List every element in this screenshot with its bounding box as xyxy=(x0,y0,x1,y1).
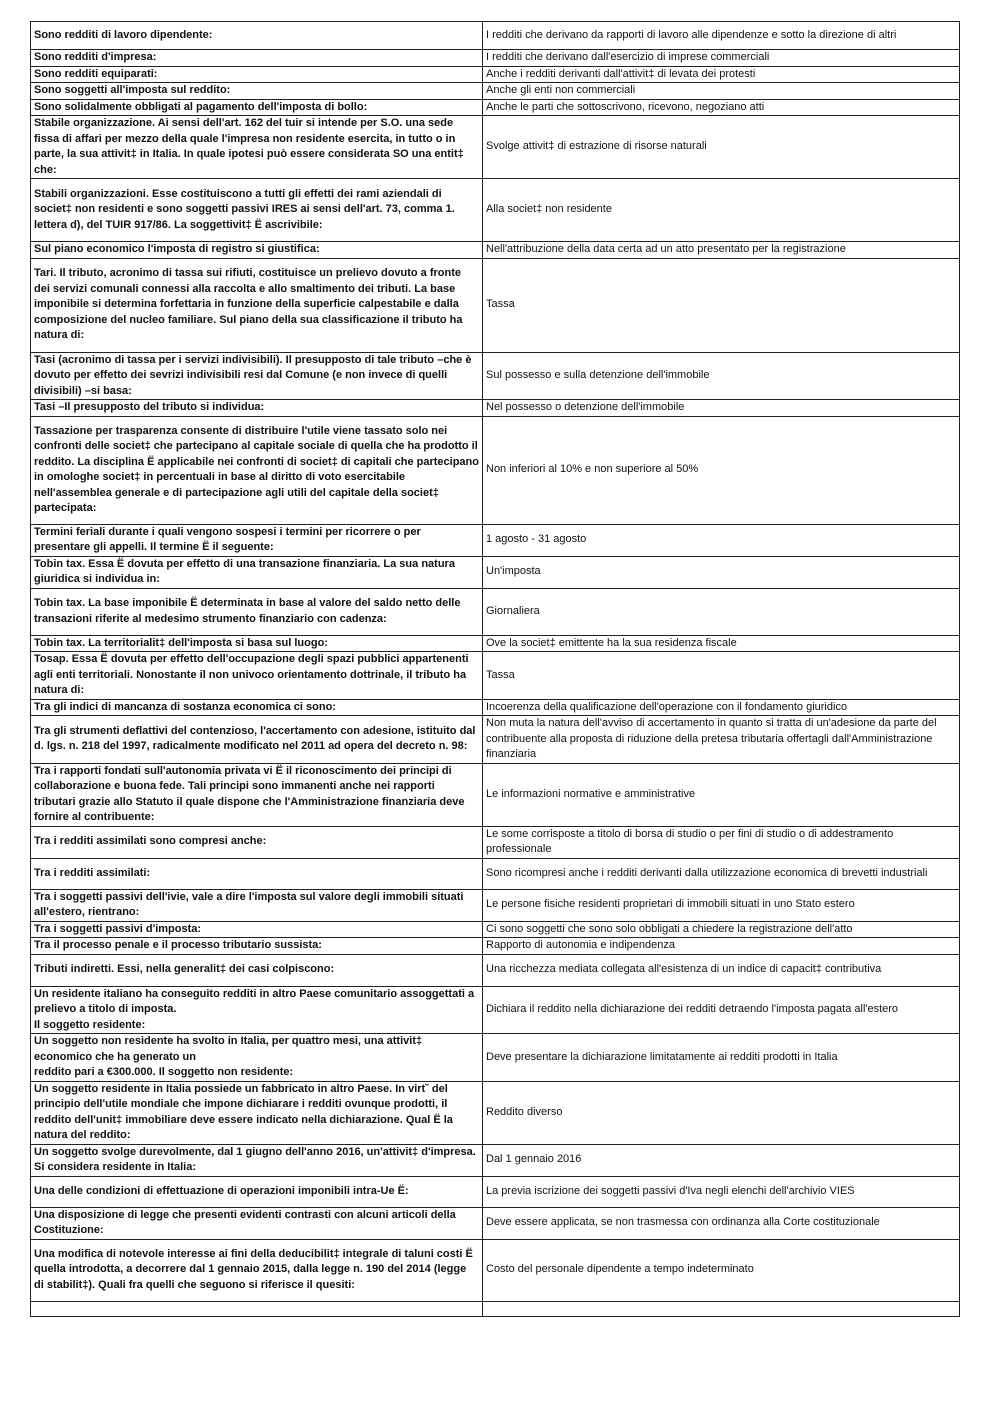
question-cell: Tra il processo penale e il processo tributario sussista: xyxy=(31,938,483,955)
answer-cell: Le some corrisposte a titolo di borsa di studio o per fini di studio o di addestramento professionale xyxy=(483,826,960,858)
table-row xyxy=(31,1176,960,1207)
table-row xyxy=(31,763,960,826)
table-row xyxy=(31,1301,960,1316)
answer-cell: Ove la societ‡ emittente ha la sua residenza fiscale xyxy=(483,635,960,652)
answer-cell: Rapporto di autonomia e indipendenza xyxy=(483,938,960,955)
question-cell: Sul piano economico l'imposta di registro si giustifica: xyxy=(31,242,483,259)
answer-cell: I redditi che derivano dall'esercizio di imprese commerciali xyxy=(483,50,960,67)
question-cell: Un soggetto non residente ha svolto in Italia, per quattro mesi, una attivit‡ economico che ha generato un reddito pari a €300.000. Il soggetto non residente: xyxy=(31,1034,483,1082)
table-row xyxy=(31,858,960,889)
question-cell: Sono solidalmente obbligati al pagamento dell'imposta di bollo: xyxy=(31,99,483,116)
answer-cell: Sul possesso e sulla detenzione dell'immobile xyxy=(483,352,960,400)
answer-cell: Ci sono soggetti che sono solo obbligati a chiedere la registrazione dell'atto xyxy=(483,921,960,938)
table-row xyxy=(31,1144,960,1176)
table-row xyxy=(31,1239,960,1301)
table-row xyxy=(31,986,960,1034)
question-cell: Una modifica di notevole interesse ai fini della deducibilit‡ integrale di taluni costi Ë quella introdotta, a decorrere dal 1 gennaio 2015, dalla legge n. 190 del 2014 (legge di stabilit‡). Quali fra quelli che seguono si riferisce il quesiti: xyxy=(31,1239,483,1301)
table-row xyxy=(31,889,960,921)
question-cell: Sono redditi di lavoro dipendente: xyxy=(31,22,483,50)
quiz-answer-table-body xyxy=(31,22,960,1317)
table-row xyxy=(31,938,960,955)
table-row xyxy=(31,66,960,83)
table-row xyxy=(31,116,960,179)
question-cell: Tra gli strumenti deflattivi del contenzioso, l'accertamento con adesione, istituito dal d. lgs. n. 218 del 1997, radicalmente modificato nel 2011 ad opera del decreto n. 98: xyxy=(31,716,483,764)
question-cell: Tra i rapporti fondati sull'autonomia privata vi Ë il riconoscimento dei principi di collaborazione e buona fede. Tali principi sono immanenti anche nei rapporti tributari grazie allo Statuto il quale dispone che l'Amministrazione finanziaria deve fornire al contribuente: xyxy=(31,763,483,826)
question-cell: Tributi indiretti. Essi, nella generalit‡ dei casi colpiscono: xyxy=(31,954,483,986)
table-row xyxy=(31,416,960,524)
table-row xyxy=(31,179,960,242)
answer-cell: Una ricchezza mediata collegata all'esistenza di un indice di capacit‡ contributiva xyxy=(483,954,960,986)
answer-cell: Tassa xyxy=(483,652,960,700)
question-cell: Tari. Il tributo, acronimo di tassa sui rifiuti, costituisce un prelievo dovuto a fronte dei servizi comunali connessi alla raccolta e allo smaltimento dei tributi. La base imponibile si determina forfettaria in funzione della superficie calpestabile e dalla composizione del nucleo familiare. Sul piano della sua classificazione il tributo ha natura di: xyxy=(31,258,483,352)
table-row xyxy=(31,635,960,652)
table-row xyxy=(31,588,960,635)
answer-cell: Non muta la natura dell'avviso di accertamento in quanto si tratta di un'adesione da parte del contribuente alla proposta di riduzione della pretesa tributaria offertagli dall'Amministrazione finanziaria xyxy=(483,716,960,764)
answer-cell: Tassa xyxy=(483,258,960,352)
table-row xyxy=(31,1034,960,1082)
question-cell: Tra i redditi assimilati sono compresi anche: xyxy=(31,826,483,858)
answer-cell: 1 agosto - 31 agosto xyxy=(483,524,960,556)
question-cell: Tra i soggetti passivi dell'ivie, vale a dire l'imposta sul valore degli immobili situati all'estero, rientrano: xyxy=(31,889,483,921)
question-cell: Tosap. Essa Ë dovuta per effetto dell'occupazione degli spazi pubblici appartenenti agli enti territoriali. Nonostante il non univoco orientamento dottrinale, il tributo ha natura di: xyxy=(31,652,483,700)
question-cell: Tobin tax. La base imponibile Ë determinata in base al valore del saldo netto delle transazioni riferite al medesimo strumento finanziario con cadenza: xyxy=(31,588,483,635)
table-row xyxy=(31,83,960,100)
table-row xyxy=(31,652,960,700)
question-cell: Un residente italiano ha conseguito redditi in altro Paese comunitario assoggettati a prelievo a titolo di imposta. Il soggetto residente: xyxy=(31,986,483,1034)
answer-cell: Un'imposta xyxy=(483,556,960,588)
table-row xyxy=(31,826,960,858)
table-row xyxy=(31,1081,960,1144)
question-cell: Sono redditi d'impresa: xyxy=(31,50,483,67)
answer-cell xyxy=(483,1301,960,1316)
question-cell: Tobin tax. Essa Ë dovuta per effetto di una transazione finanziaria. La sua natura giuridica si individua in: xyxy=(31,556,483,588)
answer-cell: Giornaliera xyxy=(483,588,960,635)
answer-cell: Anche gli enti non commerciali xyxy=(483,83,960,100)
table-row xyxy=(31,258,960,352)
table-row xyxy=(31,22,960,50)
question-cell: Un soggetto residente in Italia possiede un fabbricato in altro Paese. In virt˘ del principio dell'utile mondiale che impone dichiarare i redditi ovunque prodotti, il reddito dell'unit‡ immobiliare deve essere indicato nella dichiarazione. Qual Ë la natura del reddito: xyxy=(31,1081,483,1144)
question-cell: Termini feriali durante i quali vengono sospesi i termini per ricorrere o per presentare gli appelli. Il termine Ë il seguente: xyxy=(31,524,483,556)
table-row xyxy=(31,50,960,67)
question-cell xyxy=(31,1301,483,1316)
question-cell: Un soggetto svolge durevolmente, dal 1 giugno dell'anno 2016, un'attivit‡ d'impresa. Si considera residente in Italia: xyxy=(31,1144,483,1176)
answer-cell: Le persone fisiche residenti proprietari di immobili situati in uno Stato estero xyxy=(483,889,960,921)
answer-cell: Reddito diverso xyxy=(483,1081,960,1144)
answer-cell: Sono ricompresi anche i redditi derivanti dalla utilizzazione economica di brevetti industriali xyxy=(483,858,960,889)
question-cell: Una disposizione di legge che presenti evidenti contrasti con alcuni articoli della Costituzione: xyxy=(31,1207,483,1239)
table-row xyxy=(31,716,960,764)
answer-cell: Dichiara il reddito nella dichiarazione dei redditi detraendo l'imposta pagata all'estero xyxy=(483,986,960,1034)
answer-cell: I redditi che derivano da rapporti di lavoro alle dipendenze e sotto la direzione di altri xyxy=(483,22,960,50)
table-row xyxy=(31,954,960,986)
answer-cell: Anche i redditi derivanti dall'attivit‡ di levata dei protesti xyxy=(483,66,960,83)
answer-cell: Deve presentare la dichiarazione limitatamente ai redditi prodotti in Italia xyxy=(483,1034,960,1082)
table-row xyxy=(31,524,960,556)
question-cell: Tra i soggetti passivi d'imposta: xyxy=(31,921,483,938)
answer-cell: Svolge attivit‡ di estrazione di risorse naturali xyxy=(483,116,960,179)
table-row xyxy=(31,400,960,417)
answer-cell: Non inferiori al 10% e non superiore al 50% xyxy=(483,416,960,524)
quiz-answer-table xyxy=(30,21,960,1317)
answer-cell: Costo del personale dipendente a tempo indeterminato xyxy=(483,1239,960,1301)
question-cell: Tasi –Il presupposto del tributo si individua: xyxy=(31,400,483,417)
table-row xyxy=(31,242,960,259)
question-cell: Sono soggetti all'imposta sul reddito: xyxy=(31,83,483,100)
answer-cell: Alla societ‡ non residente xyxy=(483,179,960,242)
answer-cell: Incoerenza della qualificazione dell'operazione con il fondamento giuridico xyxy=(483,699,960,716)
table-row xyxy=(31,352,960,400)
answer-cell: La previa iscrizione dei soggetti passivi d'Iva negli elenchi dell'archivio VIES xyxy=(483,1176,960,1207)
answer-cell: Anche le parti che sottoscrivono, ricevono, negoziano atti xyxy=(483,99,960,116)
table-row xyxy=(31,1207,960,1239)
question-cell: Tasi (acronimo di tassa per i servizi indivisibili). Il presupposto di tale tributo –che è dovuto per effetto dei sevrizi indivisibili resi dal Comune (e non invece di quelli divisibili) –si basa: xyxy=(31,352,483,400)
question-cell: Tra i redditi assimilati: xyxy=(31,858,483,889)
table-row xyxy=(31,921,960,938)
table-row xyxy=(31,556,960,588)
question-cell: Stabili organizzazioni. Esse costituiscono a tutti gli effetti dei rami aziendali di societ‡ non residenti e sono soggetti passivi IRES ai sensi dell'art. 73, comma 1. lettera d), del TUIR 917/86. La soggettivit‡ Ë ascrivibile: xyxy=(31,179,483,242)
question-cell: Sono redditi equiparati: xyxy=(31,66,483,83)
answer-cell: Deve essere applicata, se non trasmessa con ordinanza alla Corte costituzionale xyxy=(483,1207,960,1239)
question-cell: Tassazione per trasparenza consente di distribuire l'utile viene tassato solo nei confronti delle societ‡ che partecipano al capitale sociale di quella che ha prodotto il reddito. La disciplina Ë applicabile nei confronti di societ‡ di capitali che partecipano in omologhe societ‡ in percentuali in base al diritto di voto esercitabile nell'assemblea generale e di partecipazione agli utili del capitale della societ‡ partecipata: xyxy=(31,416,483,524)
answer-cell: Nell'attribuzione della data certa ad un atto presentato per la registrazione xyxy=(483,242,960,259)
answer-cell: Le informazioni normative e amministrative xyxy=(483,763,960,826)
question-cell: Tobin tax. La territorialit‡ dell'imposta si basa sul luogo: xyxy=(31,635,483,652)
question-cell: Una delle condizioni di effettuazione di operazioni imponibili intra-Ue Ë: xyxy=(31,1176,483,1207)
table-row xyxy=(31,99,960,116)
table-row xyxy=(31,699,960,716)
answer-cell: Nel possesso o detenzione dell'immobile xyxy=(483,400,960,417)
question-cell: Stabile organizzazione. Ai sensi dell'art. 162 del tuir si intende per S.O. una sede fissa di affari per mezzo della quale l'impresa non residente esercita, in tutto o in parte, la sua attivit‡ in Italia. In quale ipotesi può essere considerata SO una entit‡ che: xyxy=(31,116,483,179)
answer-cell: Dal 1 gennaio 2016 xyxy=(483,1144,960,1176)
question-cell: Tra gli indici di mancanza di sostanza economica ci sono: xyxy=(31,699,483,716)
